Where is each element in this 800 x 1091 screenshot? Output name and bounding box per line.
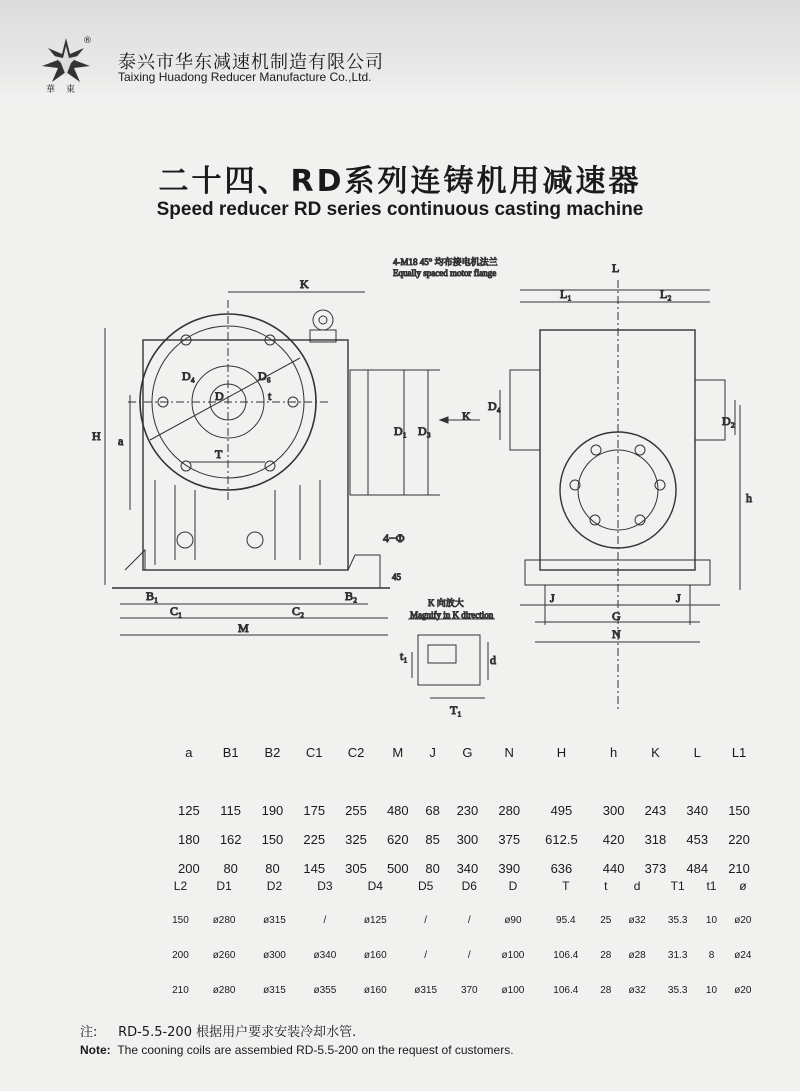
page-title-cn: 二十四、RD系列连铸机用减速器 <box>158 164 642 199</box>
table-cell: 125 <box>178 803 200 818</box>
k-direction-detail <box>408 619 495 698</box>
table-cell: 106.4 <box>553 985 579 996</box>
table-row <box>168 825 760 854</box>
label-T: T <box>215 447 223 461</box>
table-cell: 340 <box>686 803 709 818</box>
table-cell: / <box>467 950 471 961</box>
table-header-cell: C2 <box>347 745 365 760</box>
label-d: d <box>490 653 496 667</box>
table-cell: 440 <box>602 861 625 876</box>
table-cell: 85 <box>425 832 440 847</box>
table-header-cell: D <box>508 878 518 893</box>
table-cell: ø90 <box>504 915 522 926</box>
table-cell: / <box>323 915 327 926</box>
table-header-cell: D2 <box>266 878 283 893</box>
table-header-cell: h <box>610 745 618 760</box>
table-header-cell: N <box>504 745 514 760</box>
table-header-cell: G <box>462 745 473 760</box>
table-cell: ø160 <box>363 950 387 961</box>
table-cell: 390 <box>498 861 521 876</box>
label-holes: 4−Φ <box>383 531 405 545</box>
table-row <box>162 903 762 938</box>
label-base-h: 45 <box>392 572 401 582</box>
table-header-cell: L1 <box>731 745 747 760</box>
table-cell: 10 <box>705 985 718 996</box>
table-cell: 175 <box>303 803 326 818</box>
table-header-cell: d <box>633 878 641 893</box>
label-t1: t₁ <box>400 649 408 663</box>
table-row <box>162 973 762 1008</box>
table-cell: 243 <box>644 803 667 818</box>
table-cell: ø315 <box>263 985 286 996</box>
table-cell: 636 <box>550 861 573 876</box>
table-cell: 612.5 <box>545 832 578 847</box>
table-header-cell: t1 <box>706 878 717 893</box>
note-en <box>80 1043 514 1057</box>
flange-note-cn: 4-M18 45° 均布接电机法兰 <box>393 257 498 267</box>
table-cell: 10 <box>705 915 718 926</box>
table-cell: 420 <box>602 832 625 847</box>
table-cell: 28 <box>600 950 612 961</box>
table-cell: 190 <box>261 803 284 818</box>
label-D: D <box>215 389 224 403</box>
table-header-cell: B2 <box>264 745 281 760</box>
table-cell: 180 <box>178 832 200 847</box>
company-name-cn: 泰兴市华东减速机制造有限公司 <box>118 52 384 73</box>
table-cell: 620 <box>386 832 409 847</box>
label-J-left: J <box>550 591 555 605</box>
table-cell: 500 <box>386 861 409 876</box>
table-header-cell: D4 <box>367 878 383 893</box>
technical-drawing <box>0 240 800 720</box>
table-cell: ø300 <box>263 950 286 961</box>
table-header-cell: K <box>651 745 660 760</box>
dimension-table-2 <box>162 868 762 1008</box>
label-L1: L₁ <box>560 287 572 301</box>
table-cell: ø340 <box>313 950 337 961</box>
table-cell: ø24 <box>734 950 752 961</box>
table-cell: 95.4 <box>556 915 576 926</box>
magnify-note-cn: K 向放大 <box>428 598 464 608</box>
table-cell: 300 <box>456 832 479 847</box>
label-D4: D₄ <box>182 369 195 383</box>
label-D1: D₁ <box>394 424 407 438</box>
table-cell: 145 <box>303 861 326 876</box>
table-cell: ø20 <box>734 915 752 926</box>
label-T1: T₁ <box>450 703 462 717</box>
table-cell: 80 <box>265 861 280 876</box>
table-header-cell: T <box>562 878 570 893</box>
table-cell: 106.4 <box>553 950 579 961</box>
side-view <box>500 280 740 710</box>
label-a: a <box>118 434 124 448</box>
label-M: M <box>238 621 249 635</box>
table-cell: 210 <box>172 985 189 996</box>
table-cell: 225 <box>303 832 326 847</box>
table-cell: ø280 <box>212 985 236 996</box>
table-cell: 495 <box>550 803 573 818</box>
table-cell: 318 <box>644 832 667 847</box>
table-cell: 484 <box>686 861 709 876</box>
table-cell: 31.3 <box>667 950 688 961</box>
table-header-cell: C1 <box>305 745 323 760</box>
table-cell: 150 <box>261 832 284 847</box>
table-cell: 370 <box>460 985 478 996</box>
table-cell: ø280 <box>212 915 236 926</box>
table-cell: ø315 <box>414 985 438 996</box>
label-h: h <box>746 491 752 505</box>
note-en-text: The cooning coils are assembied RD-5.5-200 on the request of customers. <box>117 1043 514 1057</box>
company-name-en: Taixing Huadong Reducer Manufacture Co.,Ltd. <box>118 70 372 84</box>
table-row <box>168 796 760 825</box>
table-cell: 220 <box>728 832 750 847</box>
table-cell: 150 <box>172 915 189 926</box>
table-cell: 200 <box>172 950 189 961</box>
flange-note-en: Equally spaced motor flange <box>393 268 497 278</box>
label-C1: C₁ <box>170 604 183 618</box>
table-header-cell: D1 <box>216 878 232 893</box>
table-cell: ø32 <box>628 915 646 926</box>
label-L: L <box>612 261 620 275</box>
label-N: N <box>612 627 621 641</box>
table-cell: 480 <box>386 803 409 818</box>
table-cell: 373 <box>644 861 667 876</box>
table-header-cell: t <box>604 878 608 893</box>
table-cell: ø160 <box>363 985 387 996</box>
table-cell: 150 <box>728 803 750 818</box>
table-cell: ø20 <box>734 985 752 996</box>
table-cell: 8 <box>708 950 715 961</box>
table-cell: 80 <box>223 861 238 876</box>
table-cell: 28 <box>600 985 612 996</box>
dimension-table-1 <box>168 738 760 883</box>
table-header-cell: a <box>185 745 193 760</box>
table-header-cell: D5 <box>417 878 434 893</box>
table-cell: ø315 <box>263 915 286 926</box>
table-cell: ø260 <box>212 950 236 961</box>
table-cell: ø28 <box>628 950 646 961</box>
table-cell: ø125 <box>363 915 387 926</box>
table-header-cell: D3 <box>317 878 333 893</box>
label-Kdir: K <box>462 409 471 423</box>
table-header-cell: M <box>392 745 404 760</box>
table-cell: ø100 <box>501 950 525 961</box>
table-cell: 453 <box>686 832 709 847</box>
note-cn-prefix: 注: <box>80 1025 98 1040</box>
label-J-right: J <box>676 591 681 605</box>
front-view <box>105 292 480 635</box>
note-cn <box>80 1021 356 1040</box>
label-C2: C₂ <box>292 604 305 618</box>
magnify-note-en: Magnify in K direction <box>410 610 494 620</box>
table-row <box>162 938 762 973</box>
logo-text: 華東 <box>46 85 87 95</box>
label-D6: D₆ <box>258 369 271 383</box>
table-header-cell: D6 <box>461 878 477 893</box>
table-cell: 25 <box>600 915 612 926</box>
table-cell: / <box>424 950 428 961</box>
label-t: t <box>268 389 272 403</box>
table-header-cell: H <box>556 745 567 760</box>
table-header-cell: L2 <box>173 878 188 893</box>
table-header-row <box>162 868 762 903</box>
table-cell: 230 <box>456 803 479 818</box>
table-cell: 340 <box>456 861 479 876</box>
label-D2: D₂ <box>722 414 735 428</box>
table-cell: 280 <box>498 803 521 818</box>
table-cell: ø32 <box>628 985 646 996</box>
label-G: G <box>612 609 621 623</box>
table-header-cell: L <box>693 745 701 760</box>
note-en-prefix: Note: <box>80 1043 111 1057</box>
label-L2: L₂ <box>660 287 672 301</box>
table-cell: / <box>467 915 471 926</box>
table-cell: 305 <box>345 861 367 876</box>
note-cn-text: RD-5.5-200 根据用户要求安装冷却水管. <box>118 1025 357 1040</box>
table-cell: 162 <box>219 832 242 847</box>
table-cell: 35.3 <box>667 915 688 926</box>
table-cell: 115 <box>220 803 242 818</box>
table-cell: ø100 <box>501 985 525 996</box>
table-header-cell: ø <box>739 878 747 893</box>
label-D4-side: D₄ <box>488 399 501 413</box>
table-cell: ø355 <box>313 985 337 996</box>
table-cell: 200 <box>178 861 200 876</box>
label-D3: D₃ <box>418 424 431 438</box>
table-cell: 35.3 <box>667 985 688 996</box>
label-B1: B₁ <box>146 589 159 603</box>
table-header-cell: B1 <box>222 745 239 760</box>
table-header-row <box>168 738 760 767</box>
table-cell: / <box>424 915 428 926</box>
table-cell: 300 <box>602 803 625 818</box>
table-header-cell: J <box>429 745 436 760</box>
registered-mark: ® <box>83 36 92 46</box>
page-title-en: Speed reducer RD series continuous casting machine <box>156 199 644 220</box>
table-cell: 210 <box>728 861 750 876</box>
label-H: H <box>92 429 101 443</box>
table-cell: 325 <box>345 832 367 847</box>
label-B2: B₂ <box>345 589 358 603</box>
table-cell: 255 <box>345 803 367 818</box>
table-header-cell: T1 <box>670 878 685 893</box>
table-cell: 68 <box>425 803 440 818</box>
table-cell: 80 <box>425 861 440 876</box>
label-K: K <box>300 277 309 291</box>
table-cell: 375 <box>498 832 521 847</box>
